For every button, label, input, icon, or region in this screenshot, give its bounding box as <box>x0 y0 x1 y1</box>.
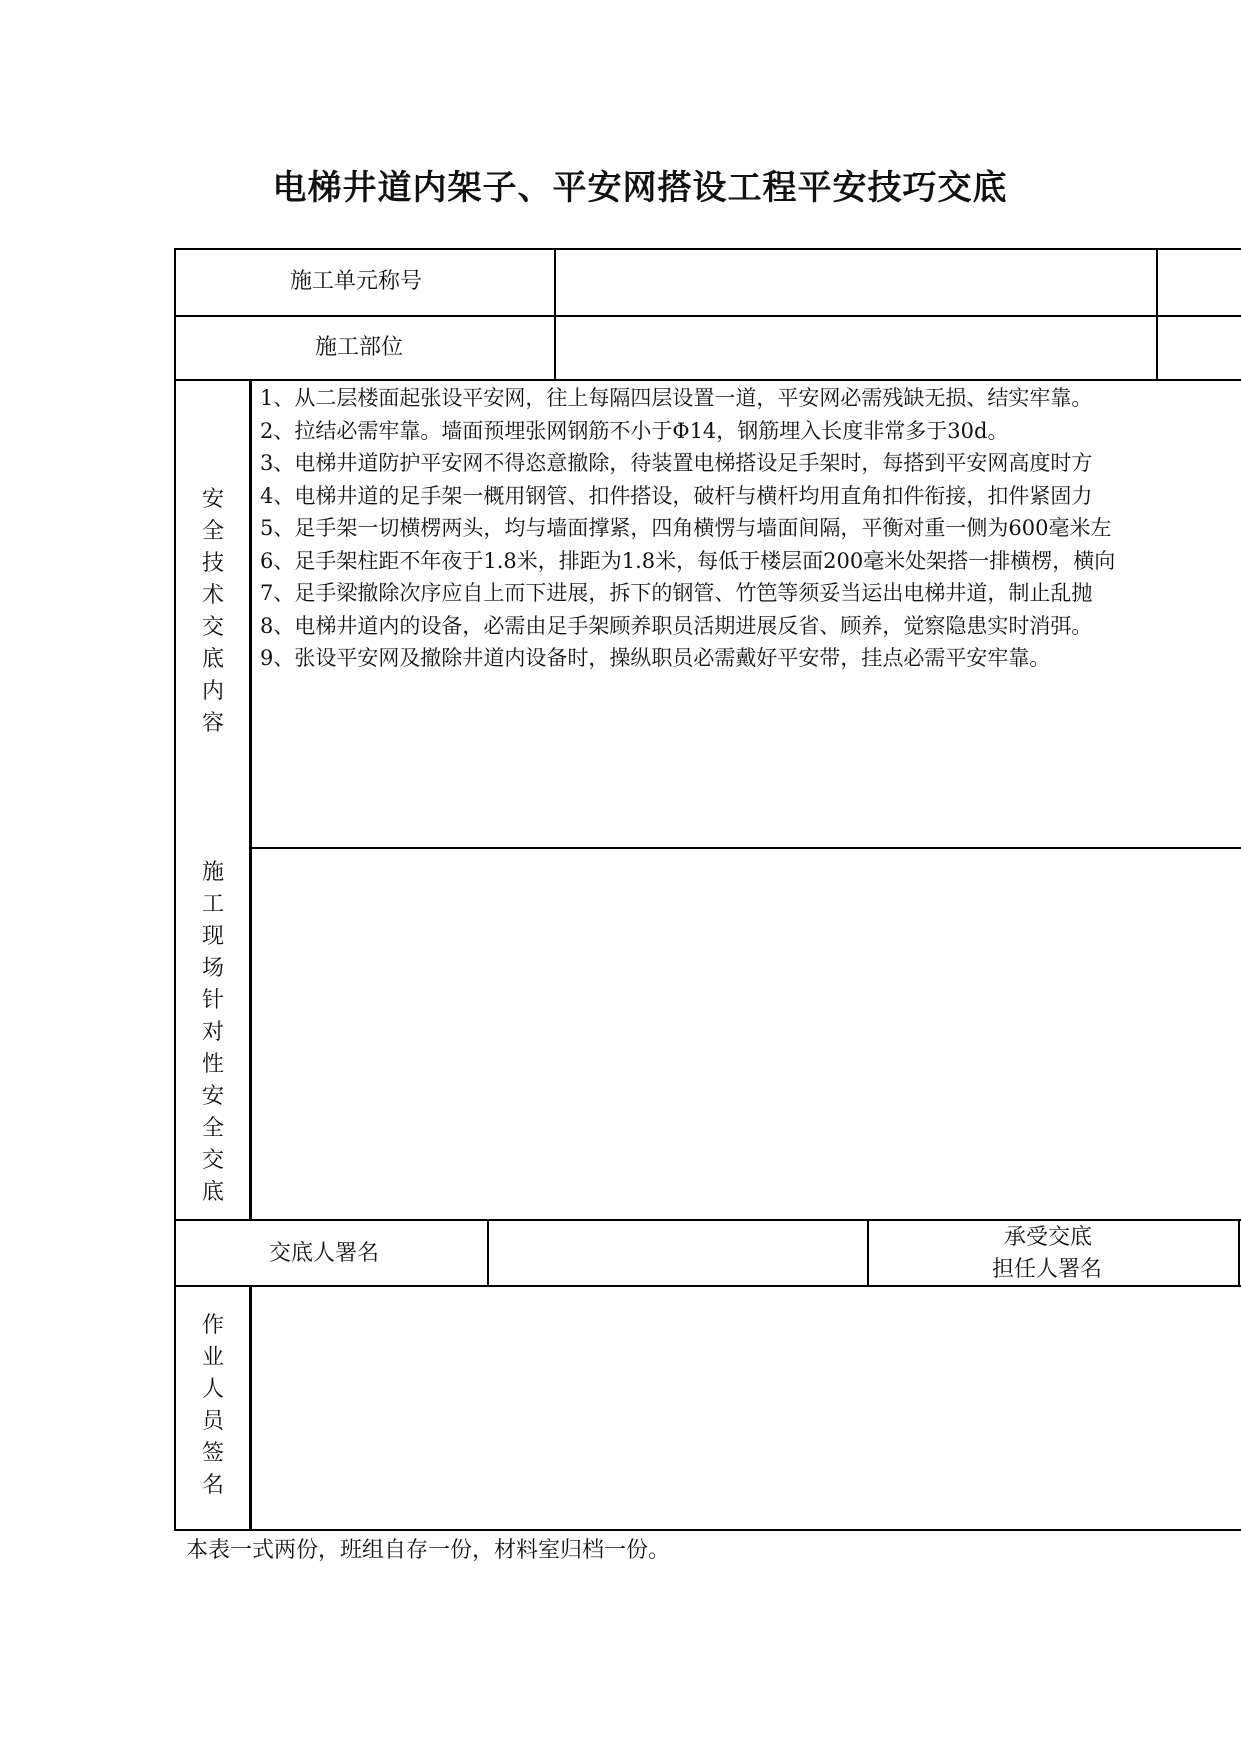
table-border-left <box>174 248 176 1531</box>
location-label: 施工部位 <box>315 335 404 360</box>
table-rule <box>174 379 1241 381</box>
footer-note: 本表一式两份，班组自存一份，材料室归档一份。 <box>186 1538 671 1563</box>
table-rule <box>249 1285 252 1531</box>
table-rule <box>174 315 1241 317</box>
discloser-label: 交底人署名 <box>269 1241 380 1266</box>
table-rule <box>1156 248 1158 381</box>
location-field[interactable] <box>558 319 1154 377</box>
workers-signature-field[interactable] <box>254 1289 1239 1527</box>
safety-content-list <box>260 382 1241 675</box>
document-title: 电梯井道内架子、平安网搭设工程平安技巧交底 <box>272 168 1008 208</box>
table-rule <box>250 847 1241 849</box>
table-rule <box>174 1219 1241 1221</box>
table-border-top <box>174 248 1241 250</box>
workers-label: 作业人员签名 <box>201 1313 224 1498</box>
table-rule <box>487 1219 489 1287</box>
list-item: 5、足手架一切横楞两头，均与墙面撑紧，四角横愣与墙面间隔，平衡对重一侧为600毫米左 <box>260 516 1112 540</box>
site-specific-field[interactable] <box>254 851 1239 1217</box>
list-item: 4、电梯井道的足手架一概用钢管、扣件搭设，破杆与横杆均用直角扣件衔接，扣件紧固力 <box>260 483 1093 508</box>
receiver-label-line1: 承受交底 <box>1004 1225 1093 1250</box>
unit-name-label: 施工单元称号 <box>290 269 423 294</box>
table-rule <box>1238 1219 1240 1287</box>
receiver-label-line2: 担任人署名 <box>992 1257 1103 1282</box>
list-item: 2、拉结必需牢靠。墙面预埋张网钢筋不小于Φ14，钢筋埋入长度非常多于30d。 <box>260 418 1009 443</box>
list-item: 8、电梯井道内的设备，必需由足手架顾养职员活期进展反省、顾养，觉察隐患实时消弭。 <box>260 613 1093 638</box>
table-rule <box>174 1285 1241 1287</box>
unit-name-field[interactable] <box>558 252 1154 312</box>
safety-content-label: 安全技术交底内容 <box>201 487 224 736</box>
table-rule <box>249 379 252 1221</box>
table-rule <box>867 1219 869 1287</box>
discloser-signature-field[interactable] <box>491 1223 865 1283</box>
list-item: 1、从二层楼面起张设平安网，往上每隔四层设置一道，平安网必需残缺无损、结实牢靠。 <box>260 386 1093 410</box>
list-item: 9、张设平安网及撤除井道内设备时，操纵职员必需戴好平安带，挂点必需平安牢靠。 <box>260 646 1051 670</box>
list-item: 6、足手架柱距不年夜于1.8米，排距为1.8米，每低于楼层面200毫米处架搭一排横楞，横向 <box>260 548 1116 573</box>
table-rule <box>554 248 556 381</box>
table-border-bottom <box>174 1529 1241 1531</box>
site-specific-label: 施工现场针对性安全交底 <box>201 860 224 1205</box>
list-item: 3、电梯井道防护平安网不得恣意撤除，待装置电梯搭设足手架时，每搭到平安网高度时方 <box>260 451 1093 475</box>
list-item: 7、足手梁撤除次序应自上而下进展，拆下的钢管、竹笆等须妥当运出电梯井道，制止乱抛 <box>260 581 1093 605</box>
